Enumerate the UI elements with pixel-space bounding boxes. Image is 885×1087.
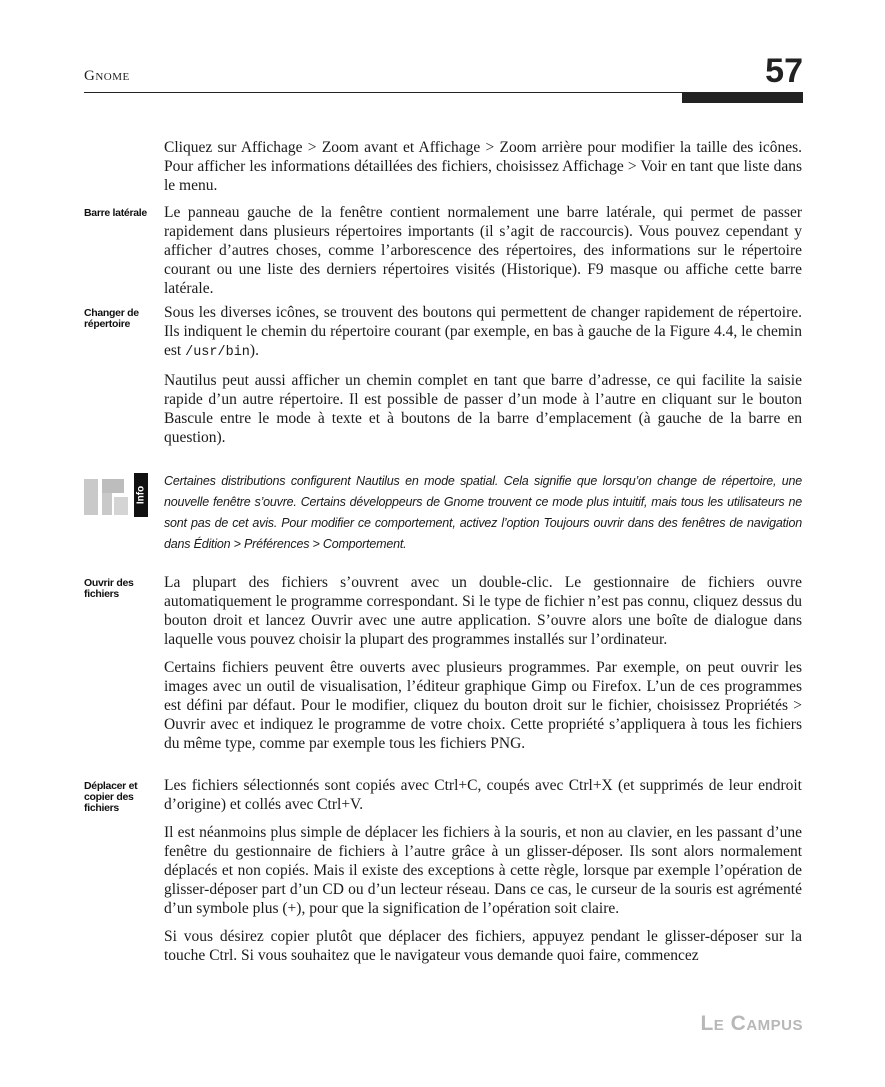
page-number: 57 (765, 52, 803, 90)
margin-note-deplacer-copier: Déplacer et copier des fichiers (84, 780, 138, 814)
section-deplacer-copier (164, 776, 802, 965)
paragraph-deplacer-3: Si vous désirez copier plutôt que déplacer des fichiers, appuyez pendant le glisser-déposer sur la touche Ctrl. Si vous souhaitez que le navigateur vous demande quoi faire, commencez (164, 928, 802, 964)
intro-paragraph: Cliquez sur Affichage > Zoom avant et Affichage > Zoom arrière pour modifier la taille des icônes. Pour afficher les informations détaillées des fichiers, choisissez Affichage > Voir en tant que liste dans le menu. (164, 139, 802, 194)
header-bar (682, 93, 803, 103)
info-icon (84, 473, 148, 517)
info-icon-label: Info (135, 485, 147, 505)
paragraph-changer-1 (164, 303, 802, 362)
section-barre-laterale (164, 203, 802, 298)
paragraph-ouvrir-1: La plupart des fichiers s’ouvrent avec un double-clic. Le gestionnaire de fichiers ouvre automatiquement le programme correspondant. Si le type de fichier n’est pas connu, cliquez dessus du bouton droit et lancez Ouvrir avec une autre application. S’ouvre alors une boîte de dialogue dans laquelle vous pouvez choisir la plupart des programmes installés sur l’ordinateur. (164, 574, 802, 648)
running-header-title: Gnome (84, 68, 130, 84)
info-note-text: Certaines distributions configurent Nautilus en mode spatial. Cela signifie que lorsqu’on change de répertoire, une nouvelle fenêtre s’ouvre. Certains développeurs de Gnome trouvent ce mode plus intuitif, mais tous les utilisateurs ne sont pas de cet avis. Pour modifier ce comportement, activez l’option Toujours ouvrir dans des fenêtres de navigation dans Édition > Préférences > Comportement. (164, 474, 802, 551)
paragraph-changer-2: Nautilus peut aussi afficher un chemin complet en tant que barre d’adresse, ce qui facilite la saisie rapide d’un autre répertoire. Il est possible de passer d’un mode à l’autre en cliquant sur le bouton Bascule entre le mode à texte et à boutons de la barre d’emplacement (à gauche de la barre en question). (164, 372, 802, 446)
margin-note-barre-laterale: Barre latérale (84, 207, 147, 219)
code-path: /usr/bin (185, 345, 250, 360)
margin-note-changer-repertoire: Changer de répertoire (84, 307, 139, 330)
le-campus-logo: Le Campus (700, 1012, 803, 1035)
section-changer-repertoire (164, 303, 802, 447)
section-ouvrir-fichiers (164, 573, 802, 753)
paragraph-barre-laterale: Le panneau gauche de la fenêtre contient normalement une barre latérale, qui permet de passer rapidement dans plusieurs répertoires importants (il s’agit de raccourcis). Vous pouvez cependant y afficher d’autres choses, comme l’arborescence des répertoires, des informations sur le répertoire courant ou une liste des derniers répertoires visités (Historique). F9 masque ou affiche cette barre latérale. (164, 204, 802, 297)
changer-text-after: ). (249, 342, 259, 359)
intro-block (164, 138, 802, 195)
changer-text-before: Sous les diverses icônes, se trouvent des boutons qui permettent de changer rapidement de répertoire. Ils indiquent le chemin du répertoire courant (par exemple, en bas à gauche de la Figure 4.4, le chemin est (164, 304, 802, 359)
margin-note-ouvrir-fichiers: Ouvrir des fichiers (84, 577, 134, 600)
paragraph-ouvrir-2: Certains fichiers peuvent être ouverts avec plusieurs programmes. Par exemple, on peut ouvrir les images avec un outil de visualisation, l’éditeur graphique Gimp ou Firefox. L’un de ces programmes est défini par défaut. Pour le modifier, cliquez du bouton droit sur le fichier, choisissez Propriétés > Ouvrir avec et indiquez le programme de votre choix. Cette propriété s’appliquera à tous les fichiers du même type, comme par exemple tous les fichiers PNG. (164, 659, 802, 752)
paragraph-deplacer-1: Les fichiers sélectionnés sont copiés avec Ctrl+C, coupés avec Ctrl+X (et supprimés de leur endroit d’origine) et collés avec Ctrl+V. (164, 777, 802, 813)
paragraph-deplacer-2: Il est néanmoins plus simple de déplacer les fichiers à la souris, et non au clavier, en les passant d’une fenêtre du gestionnaire de fichiers à l’autre grâce à un glisser-déposer. Ils sont alors normalement déplacés et non copiés. Mais il existe des exceptions à cette règle, lorsque par exemple l’opération de glisser-déposer part d’un CD ou d’un lecteur réseau. Dans ce cas, le curseur de la souris est agrémenté d’un symbole plus (+), pour que la signification de l’opération soit claire. (164, 824, 802, 917)
